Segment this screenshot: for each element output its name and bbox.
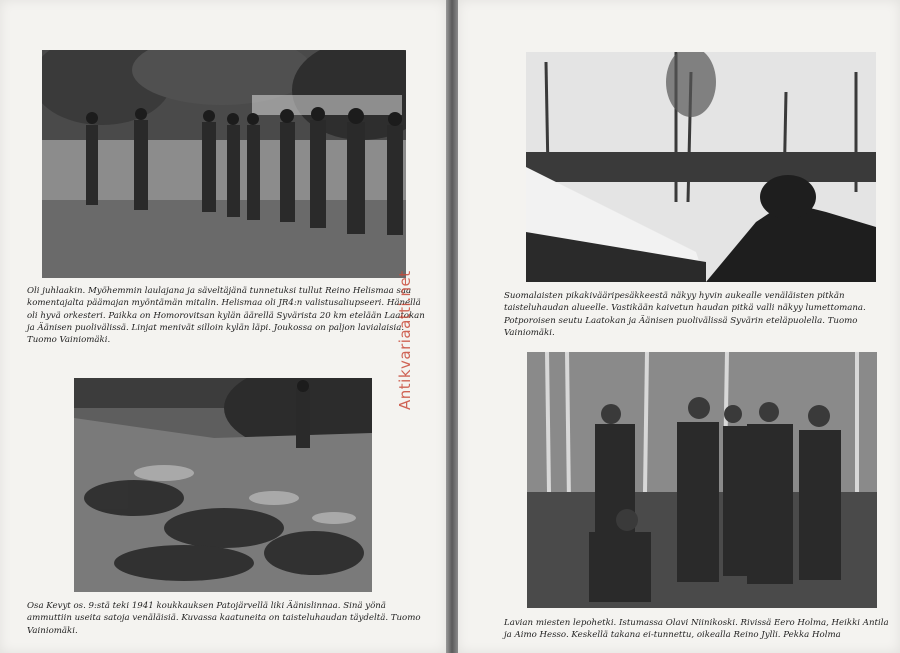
caption-machine-gun-nest: Suomalaisten pikakivääripesäkkeestä näkyy hyvin aukealle venäläisten pitkän taisteluhaudan alueelle. Vastikään kaivetun haudan pitkä valli näkyy lumettomana. Potporoisen seutu Laatokan ja Äänisen puolivälissä Syvärin eteläpuolella. Tuomo Vainiomäki. <box>504 291 866 338</box>
photo-soldiers-resting <box>527 352 877 608</box>
caption-medal-ceremony: Oli juhlaakin. Myöhemmin laulajana ja säveltäjänä tunnetuksi tullut Reino Helismaa saa komentajalta päämajan myöntämän mitalin. Helismaa oli JR4:n valistusaliupseeri. Hänellä oli hyvä orkesteri. Paikka on Homorovitsan kylän äärellä Syvärista 20 km etelään Laatokan ja Äänisen puolivälissä. Linjat menivät silloin kylän läpi. Joukossa on paljon lavialaisia. Tuomo Vainiomäki. <box>27 286 425 346</box>
photo-machine-gun-nest <box>526 52 876 282</box>
watermark: Antikvariaatti.net <box>396 270 414 410</box>
book-gutter <box>446 0 458 653</box>
photo-fallen-soldiers <box>74 378 372 592</box>
caption-soldiers-resting: Lavian miesten lepohetki. Istumassa Olavi Niinikoski. Rivissä Eero Holma, Heikki Antila ja Aimo Hesso. Keskellä takana ei-tunnettu, oikealla Reino Jylli. Pekka Holma <box>504 618 889 641</box>
caption-fallen-soldiers: Osa Kevyt os. 9:stä teki 1941 koukkauksen Patojärvellä liki Äänislinnaa. Sinä yönä ammuttiin useita satoja venäläisiä. Kuvassa kaatuneita on taisteluhaudan täydeltä. Tuomo Vainiomäki. <box>27 601 421 636</box>
photo-medal-ceremony <box>42 50 406 278</box>
